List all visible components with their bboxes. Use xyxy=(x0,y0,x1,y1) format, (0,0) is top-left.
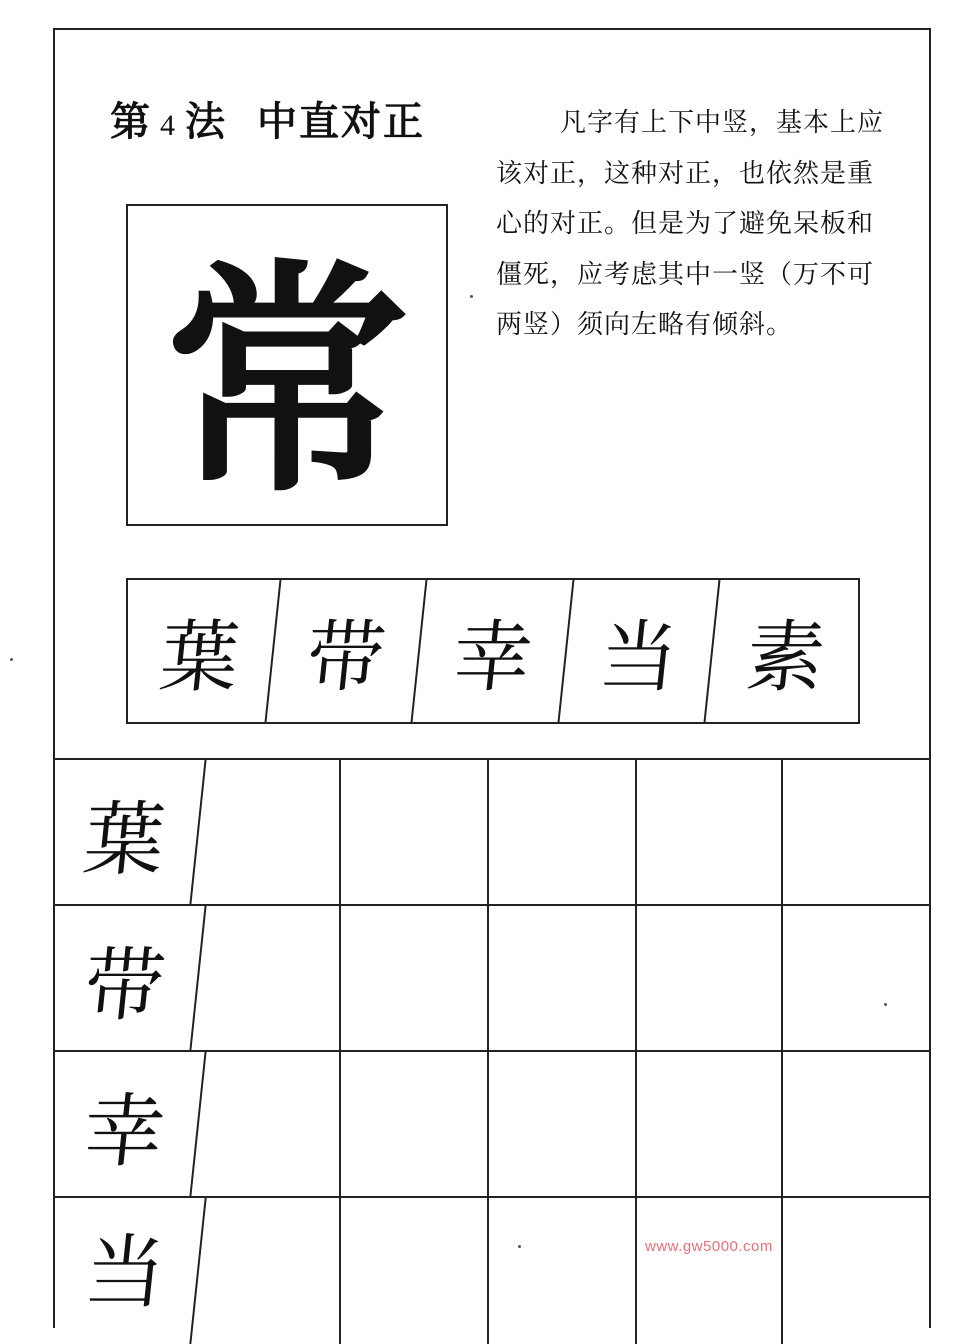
practice-cell[interactable] xyxy=(199,1052,341,1196)
practice-cell[interactable] xyxy=(199,1198,341,1344)
lesson-method: 法 xyxy=(185,99,227,145)
practice-grid xyxy=(53,758,931,1319)
main-character-box xyxy=(126,204,448,526)
practice-cell[interactable] xyxy=(489,906,637,1050)
practice-cell[interactable] xyxy=(783,1198,931,1344)
practice-cell[interactable] xyxy=(489,760,637,904)
practice-cell[interactable] xyxy=(341,1198,489,1344)
practice-row xyxy=(53,1052,931,1198)
practice-cell[interactable] xyxy=(637,1052,783,1196)
lesson-number: 4 xyxy=(160,109,177,142)
main-character: 常 xyxy=(163,239,411,524)
practice-model-character: 幸 xyxy=(45,1052,206,1196)
practice-model-character: 当 xyxy=(45,1198,206,1344)
ink-speck xyxy=(884,1003,887,1006)
practice-cell[interactable] xyxy=(637,1198,783,1344)
practice-cell[interactable] xyxy=(637,906,783,1050)
lesson-name: 中直对正 xyxy=(257,99,425,145)
practice-row xyxy=(53,906,931,1052)
practice-cell[interactable] xyxy=(489,1198,637,1344)
practice-cell[interactable] xyxy=(199,906,341,1050)
practice-cell[interactable] xyxy=(489,1052,637,1196)
main-character-calligraphy xyxy=(128,206,446,524)
practice-model-character: 葉 xyxy=(45,760,206,904)
sample-character-row xyxy=(126,578,860,724)
practice-row xyxy=(53,760,931,906)
practice-cell[interactable] xyxy=(341,906,489,1050)
sample-character: 素 xyxy=(741,613,829,703)
practice-cell[interactable] xyxy=(783,906,931,1050)
sample-character: 葉 xyxy=(121,580,282,722)
practice-cell[interactable] xyxy=(783,1052,931,1196)
practice-cell[interactable] xyxy=(637,760,783,904)
sample-character: 当 xyxy=(560,580,721,722)
ink-speck xyxy=(518,1245,521,1248)
watermark: www.gw5000.com xyxy=(645,1238,773,1255)
practice-cell[interactable] xyxy=(783,760,931,904)
sample-character: 带 xyxy=(267,580,428,722)
lesson-label: 第 xyxy=(110,99,152,145)
ink-speck xyxy=(470,295,473,298)
practice-row xyxy=(53,1198,931,1344)
ink-speck xyxy=(10,658,13,661)
practice-cell[interactable] xyxy=(199,760,341,904)
practice-model-character: 带 xyxy=(45,906,206,1050)
lesson-description: 凡字有上下中竖，基本上应该对正，这种对正，也依然是重心的对正。但是为了避免呆板和僵死，应考虑其中一竖（万不可两竖）须向左略有倾斜。 xyxy=(496,108,885,340)
practice-cell[interactable] xyxy=(341,1052,489,1196)
practice-cell[interactable] xyxy=(341,760,489,904)
lesson-title xyxy=(110,90,425,147)
sample-character: 幸 xyxy=(413,580,574,722)
